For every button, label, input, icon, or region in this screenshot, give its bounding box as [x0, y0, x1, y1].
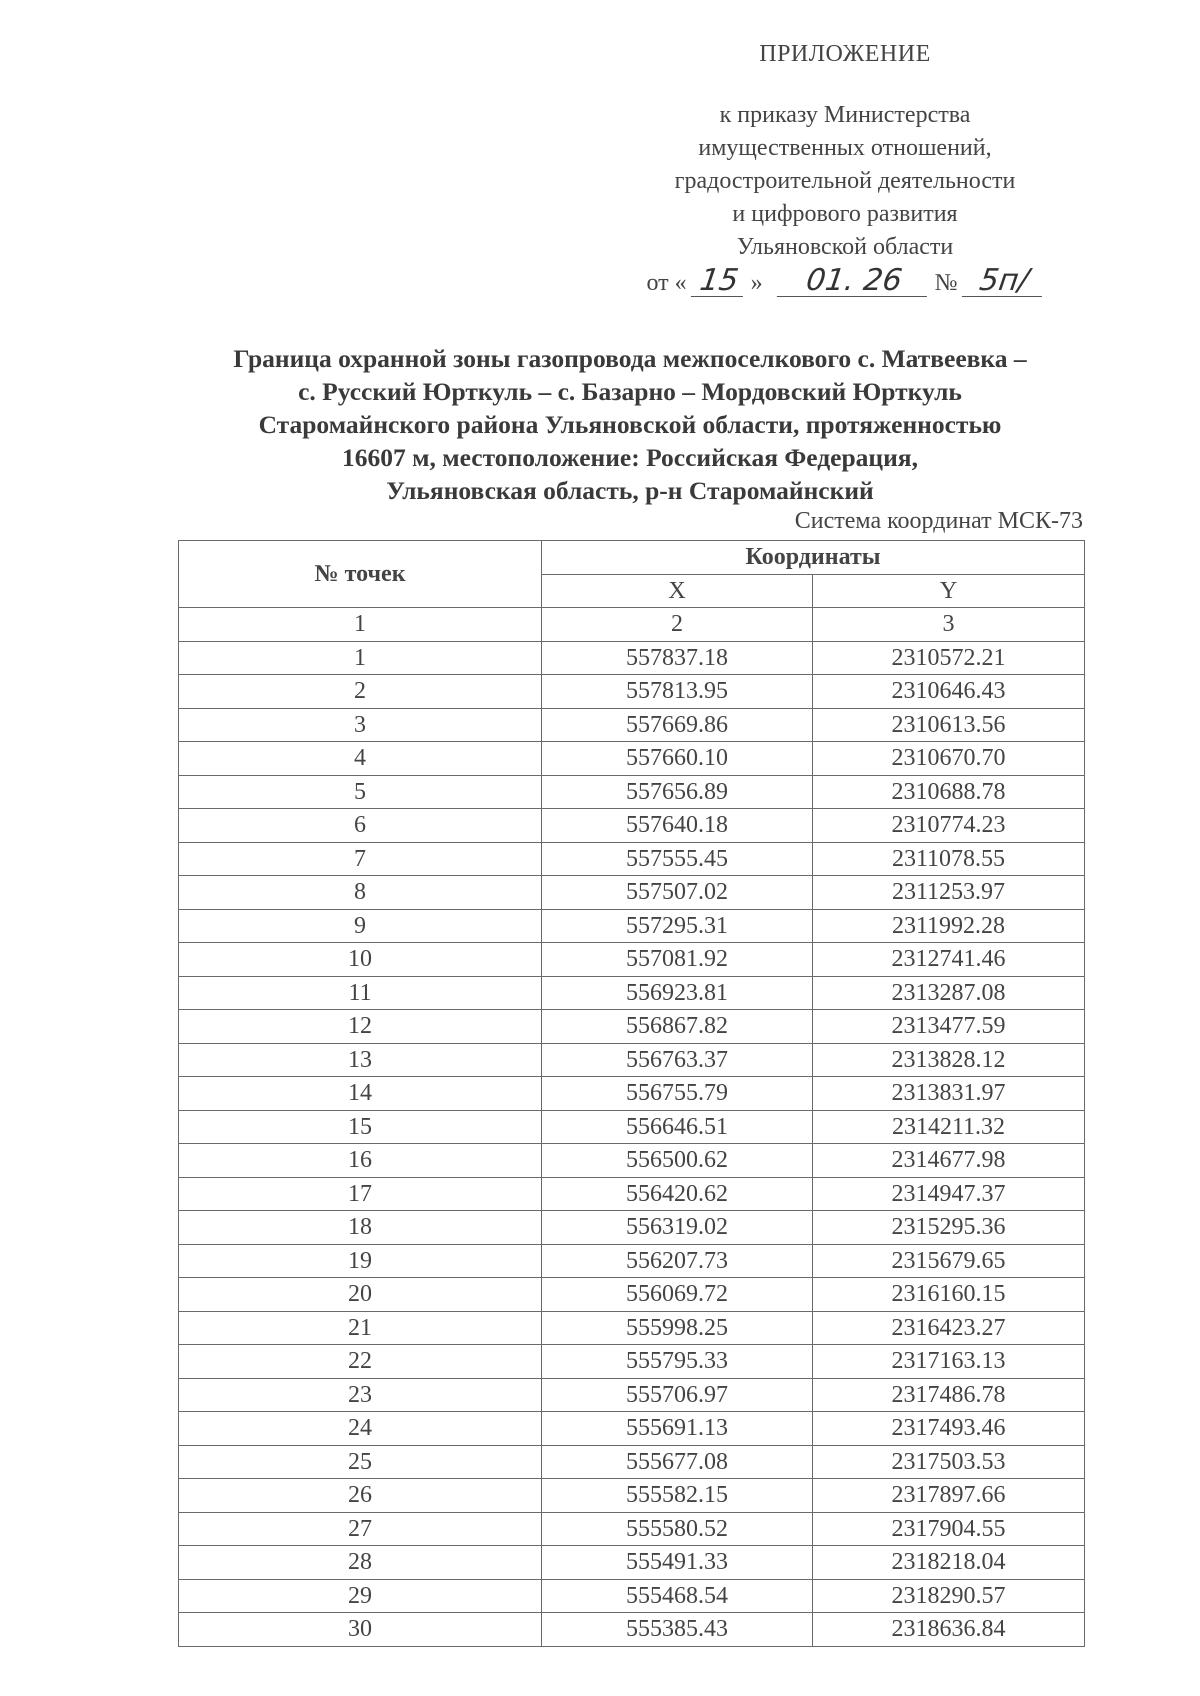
- y-coordinate-cell: 2310646.43: [812, 675, 1084, 709]
- appendix-line: Ульяновской области: [736, 234, 954, 260]
- number-sign: №: [934, 270, 958, 296]
- table-row: [179, 1479, 1085, 1513]
- appendix-line: имущественных отношений,: [698, 135, 992, 161]
- y-coordinate-cell: 2310613.56: [812, 708, 1084, 742]
- table-row: [179, 641, 1085, 675]
- x-coordinate-cell: 555998.25: [542, 1311, 813, 1345]
- table-row: [179, 842, 1085, 876]
- table-row: [179, 1144, 1085, 1178]
- point-number-cell: 18: [179, 1211, 542, 1245]
- point-number-cell: 6: [179, 809, 542, 843]
- point-number-cell: 14: [179, 1077, 542, 1111]
- table-row: [179, 1211, 1085, 1245]
- point-number-cell: 15: [179, 1110, 542, 1144]
- x-coordinate-cell: 556763.37: [542, 1043, 813, 1077]
- x-coordinate-cell: 555468.54: [542, 1579, 813, 1613]
- y-coordinate-cell: 2311253.97: [812, 876, 1084, 910]
- y-coordinate-cell: 2315679.65: [812, 1244, 1084, 1278]
- table-row: [179, 1010, 1085, 1044]
- x-coordinate-cell: 556500.62: [542, 1144, 813, 1178]
- y-coordinate-cell: 2313477.59: [812, 1010, 1084, 1044]
- x-coordinate-cell: 557813.95: [542, 675, 813, 709]
- x-coordinate-cell: 555385.43: [542, 1613, 813, 1647]
- table-row: [179, 1043, 1085, 1077]
- handwritten-day: 15: [690, 266, 746, 297]
- table-row: [179, 943, 1085, 977]
- point-number-cell: 23: [179, 1378, 542, 1412]
- title-line: 16607 м, местоположение: Российская Федерация,: [342, 443, 918, 472]
- table-row: [179, 909, 1085, 943]
- table-row: [179, 1077, 1085, 1111]
- header-y: Y: [812, 574, 1084, 608]
- y-coordinate-cell: 2316160.15: [812, 1278, 1084, 1312]
- y-coordinate-cell: 2315295.36: [812, 1211, 1084, 1245]
- point-number-cell: 28: [179, 1546, 542, 1580]
- coordinates-table: [178, 540, 1085, 1647]
- appendix-line: к приказу Министерства: [719, 102, 971, 128]
- point-number-cell: 3: [179, 708, 542, 742]
- table-row: [179, 1278, 1085, 1312]
- y-coordinate-cell: 2314947.37: [812, 1177, 1084, 1211]
- table-row: [179, 1579, 1085, 1613]
- x-coordinate-cell: 557669.86: [542, 708, 813, 742]
- x-coordinate-cell: 557507.02: [542, 876, 813, 910]
- point-number-cell: 1: [179, 641, 542, 675]
- column-number: 1: [179, 608, 542, 642]
- y-coordinate-cell: 2313287.08: [812, 976, 1084, 1010]
- point-number-cell: 7: [179, 842, 542, 876]
- x-coordinate-cell: 555795.33: [542, 1345, 813, 1379]
- point-number-cell: 13: [179, 1043, 542, 1077]
- y-coordinate-cell: 2318218.04: [812, 1546, 1084, 1580]
- y-coordinate-cell: 2312741.46: [812, 943, 1084, 977]
- point-number-cell: 25: [179, 1445, 542, 1479]
- y-coordinate-cell: 2310572.21: [812, 641, 1084, 675]
- point-number-cell: 4: [179, 742, 542, 776]
- x-coordinate-cell: 555582.15: [542, 1479, 813, 1513]
- point-number-cell: 12: [179, 1010, 542, 1044]
- table-row: [179, 1445, 1085, 1479]
- x-coordinate-cell: 556867.82: [542, 1010, 813, 1044]
- y-coordinate-cell: 2317503.53: [812, 1445, 1084, 1479]
- x-coordinate-cell: 556420.62: [542, 1177, 813, 1211]
- point-number-cell: 16: [179, 1144, 542, 1178]
- y-coordinate-cell: 2316423.27: [812, 1311, 1084, 1345]
- appendix-line: и цифрового развития: [732, 201, 958, 227]
- point-number-cell: 2: [179, 675, 542, 709]
- point-number-cell: 29: [179, 1579, 542, 1613]
- appendix-title: ПРИЛОЖЕНИЕ: [759, 41, 931, 67]
- table-row: [179, 1378, 1085, 1412]
- x-coordinate-cell: 556207.73: [542, 1244, 813, 1278]
- x-coordinate-cell: 556646.51: [542, 1110, 813, 1144]
- y-coordinate-cell: 2310670.70: [812, 742, 1084, 776]
- y-coordinate-cell: 2318636.84: [812, 1613, 1084, 1647]
- point-number-cell: 11: [179, 976, 542, 1010]
- appendix-line: градостроительной деятельности: [674, 168, 1016, 194]
- y-coordinate-cell: 2317163.13: [812, 1345, 1084, 1379]
- y-coordinate-cell: 2310774.23: [812, 809, 1084, 843]
- table-row: [179, 876, 1085, 910]
- x-coordinate-cell: 555491.33: [542, 1546, 813, 1580]
- table-row: [179, 675, 1085, 709]
- y-coordinate-cell: 2313828.12: [812, 1043, 1084, 1077]
- x-coordinate-cell: 557656.89: [542, 775, 813, 809]
- x-coordinate-cell: 557295.31: [542, 909, 813, 943]
- y-coordinate-cell: 2311078.55: [812, 842, 1084, 876]
- x-coordinate-cell: 555580.52: [542, 1512, 813, 1546]
- y-coordinate-cell: 2317493.46: [812, 1412, 1084, 1446]
- point-number-cell: 5: [179, 775, 542, 809]
- point-number-cell: 26: [179, 1479, 542, 1513]
- point-number-cell: 21: [179, 1311, 542, 1345]
- table-row: [179, 1613, 1085, 1647]
- handwritten-order-number: 5п/: [961, 266, 1045, 297]
- table-body: [179, 641, 1085, 1646]
- point-number-cell: 17: [179, 1177, 542, 1211]
- table-row: [179, 1345, 1085, 1379]
- order-date-line: [610, 263, 1080, 300]
- coordinate-system-label: Система координат МСК-73: [794, 508, 1083, 534]
- point-number-cell: 8: [179, 876, 542, 910]
- table-row: [179, 1311, 1085, 1345]
- y-coordinate-cell: 2318290.57: [812, 1579, 1084, 1613]
- header-x: X: [542, 574, 813, 608]
- table-row: [179, 742, 1085, 776]
- header-points: № точек: [179, 541, 542, 608]
- document-title: [175, 342, 1085, 507]
- x-coordinate-cell: 557837.18: [542, 641, 813, 675]
- y-coordinate-cell: 2310688.78: [812, 775, 1084, 809]
- header-coordinates: Координаты: [542, 541, 1085, 575]
- table-row: [179, 1412, 1085, 1446]
- x-coordinate-cell: 557640.18: [542, 809, 813, 843]
- y-coordinate-cell: 2314211.32: [812, 1110, 1084, 1144]
- date-prefix: от «: [646, 270, 687, 296]
- x-coordinate-cell: 557555.45: [542, 842, 813, 876]
- x-coordinate-cell: 556069.72: [542, 1278, 813, 1312]
- table-row: [179, 1110, 1085, 1144]
- table-row: [179, 775, 1085, 809]
- point-number-cell: 20: [179, 1278, 542, 1312]
- y-coordinate-cell: 2314677.98: [812, 1144, 1084, 1178]
- y-coordinate-cell: 2313831.97: [812, 1077, 1084, 1111]
- point-number-cell: 24: [179, 1412, 542, 1446]
- x-coordinate-cell: 555706.97: [542, 1378, 813, 1412]
- column-number: 2: [542, 608, 813, 642]
- x-coordinate-cell: 556319.02: [542, 1211, 813, 1245]
- table-row: [179, 809, 1085, 843]
- table-row: [179, 1546, 1085, 1580]
- appendix-header: [610, 38, 1080, 300]
- table-row: [179, 1512, 1085, 1546]
- date-mid: »: [750, 270, 763, 296]
- y-coordinate-cell: 2317897.66: [812, 1479, 1084, 1513]
- point-number-cell: 9: [179, 909, 542, 943]
- x-coordinate-cell: 556923.81: [542, 976, 813, 1010]
- point-number-cell: 30: [179, 1613, 542, 1647]
- column-number: 3: [812, 608, 1084, 642]
- title-line: с. Русский Юрткуль – с. Базарно – Мордовский Юрткуль: [298, 377, 962, 406]
- table-row: [179, 976, 1085, 1010]
- x-coordinate-cell: 555691.13: [542, 1412, 813, 1446]
- x-coordinate-cell: 557660.10: [542, 742, 813, 776]
- table-row: [179, 1244, 1085, 1278]
- handwritten-month-year: 01. 26: [776, 266, 930, 297]
- title-line: Старомайнского района Ульяновской области, протяженностью: [258, 410, 1002, 439]
- x-coordinate-cell: 556755.79: [542, 1077, 813, 1111]
- table-row: [179, 1177, 1085, 1211]
- x-coordinate-cell: 557081.92: [542, 943, 813, 977]
- point-number-cell: 22: [179, 1345, 542, 1379]
- point-number-cell: 10: [179, 943, 542, 977]
- point-number-cell: 19: [179, 1244, 542, 1278]
- title-line: Граница охранной зоны газопровода межпоселкового с. Матвеевка –: [233, 344, 1027, 373]
- title-line: Ульяновская область, р-н Старомайнский: [386, 476, 874, 505]
- y-coordinate-cell: 2317904.55: [812, 1512, 1084, 1546]
- table-row: [179, 708, 1085, 742]
- point-number-cell: 27: [179, 1512, 542, 1546]
- y-coordinate-cell: 2311992.28: [812, 909, 1084, 943]
- x-coordinate-cell: 555677.08: [542, 1445, 813, 1479]
- y-coordinate-cell: 2317486.78: [812, 1378, 1084, 1412]
